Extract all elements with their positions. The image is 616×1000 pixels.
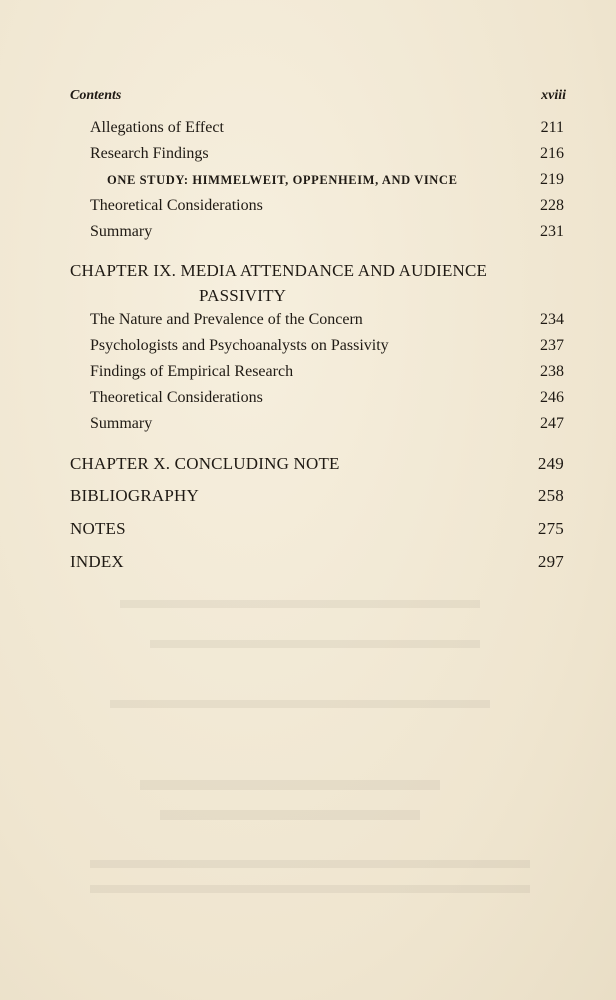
toc-chapter-page: 258 [537,486,564,505]
toc-entry-page: 247 [540,415,564,432]
toc-entry-page: 238 [540,363,564,380]
toc-entry [0,197,616,221]
toc-entry [0,389,616,413]
toc-entry-study [0,171,616,195]
toc-chapter-heading [0,519,616,543]
toc-chapter-title: BIBLIOGRAPHY [70,486,199,505]
toc-entry-page: 237 [540,337,564,354]
toc-entry [0,119,616,143]
toc-chapter-page: 297 [537,552,564,571]
toc-chapter-page: 249 [537,454,564,473]
toc-entry-title: Allegations of Effect [90,119,224,136]
toc-chapter-title: PASSIVITY [199,286,287,305]
toc-entry-page: 211 [540,119,564,136]
toc-entry-page: 231 [540,223,564,240]
toc-entry-title: ONE STUDY: HIMMELWEIT, OPPENHEIM, AND VINCE [107,173,458,187]
toc-entry-page: 228 [540,197,564,214]
toc-chapter-title: CHAPTER X. CONCLUDING NOTE [70,454,340,473]
toc-entry-title: Findings of Empirical Research [90,363,294,380]
toc-entry [0,415,616,439]
toc-entry [0,223,616,247]
toc-entry-title: Research Findings [90,145,209,162]
toc-entry-page: 219 [540,171,564,188]
toc-chapter-title: CHAPTER IX. MEDIA ATTENDANCE AND AUDIENCE [70,261,488,280]
toc-chapter-heading [0,454,616,478]
toc-chapter-heading [0,552,616,576]
toc-entry [0,145,616,169]
toc-entry-page: 246 [540,389,564,406]
toc-chapter-title: NOTES [70,519,126,538]
toc-entry [0,311,616,335]
running-head [70,88,566,108]
running-head-left: Contents [70,88,122,103]
toc-entry-title: Summary [90,415,153,432]
toc-entry-title: Summary [90,223,153,240]
toc-entry [0,337,616,361]
toc-chapter-heading [0,486,616,510]
toc-entry-title: Theoretical Considerations [90,197,263,214]
toc-entry-title: Theoretical Considerations [90,389,263,406]
toc-entry-title: Psychologists and Psychoanalysts on Passivity [90,337,389,354]
toc-entry-title: The Nature and Prevalence of the Concern [90,311,363,328]
page-number-roman: xviii [541,88,566,103]
toc-entry [0,363,616,387]
toc-chapter-heading-continued [0,286,616,310]
toc-entry-page: 216 [540,145,564,162]
toc-entry-page: 234 [540,311,564,328]
toc-chapter-page: 275 [537,519,564,538]
toc-chapter-heading [0,261,616,285]
toc-chapter-title: INDEX [70,552,124,571]
